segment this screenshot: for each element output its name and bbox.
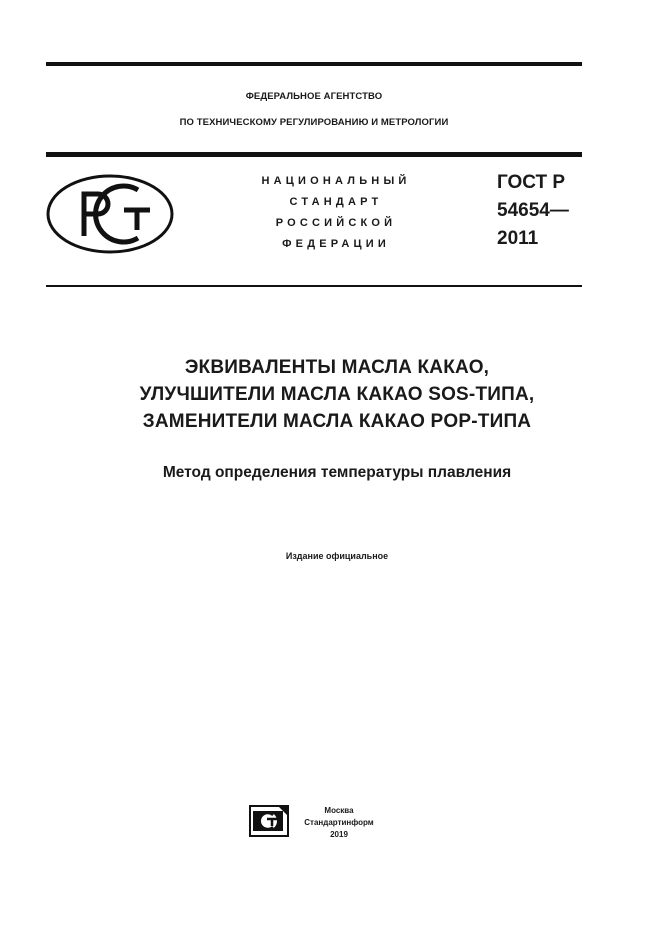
edition-note: Издание официальное xyxy=(285,551,389,561)
publisher-imprint xyxy=(293,805,385,841)
standard-type-line: РОССИЙСКОЙ xyxy=(275,217,397,229)
standard-type-line: ФЕДЕРАЦИИ xyxy=(282,238,390,250)
standard-type-line: СТАНДАРТ xyxy=(289,196,383,208)
standard-type-block xyxy=(228,171,444,255)
title-line: ЭКВИВАЛЕНТЫ МАСЛА КАКАО, xyxy=(184,357,490,378)
agency-name-line1: ФЕДЕРАЛЬНОЕ АГЕНТСТВО xyxy=(245,91,383,102)
document-subtitle: Метод определения температуры плавления xyxy=(162,464,512,481)
standartinform-logo-icon xyxy=(249,805,289,837)
imprint-year: 2019 xyxy=(330,830,348,839)
standard-type-line: НАЦИОНАЛЬНЫЙ xyxy=(261,175,411,187)
document-title xyxy=(46,354,628,435)
designation-line: 2011 xyxy=(497,228,539,249)
title-line: УЛУЧШИТЕЛИ МАСЛА КАКАО SOS-ТИПА, xyxy=(139,384,535,405)
middle-rule xyxy=(46,152,582,157)
imprint-city: Москва xyxy=(324,806,354,815)
title-line: ЗАМЕНИТЕЛИ МАСЛА КАКАО POP-ТИПА xyxy=(142,411,532,432)
bottom-rule xyxy=(46,285,582,287)
agency-name-line2: ПО ТЕХНИЧЕСКОМУ РЕГУЛИРОВАНИЮ И МЕТРОЛОГИИ xyxy=(179,117,449,128)
designation-line: 54654— xyxy=(497,200,569,221)
top-rule xyxy=(46,62,582,66)
rst-certification-mark-icon xyxy=(46,174,174,254)
designation-line: ГОСТ Р xyxy=(497,172,566,193)
standard-designation xyxy=(497,169,569,253)
imprint-publisher: Стандартинформ xyxy=(304,818,374,827)
